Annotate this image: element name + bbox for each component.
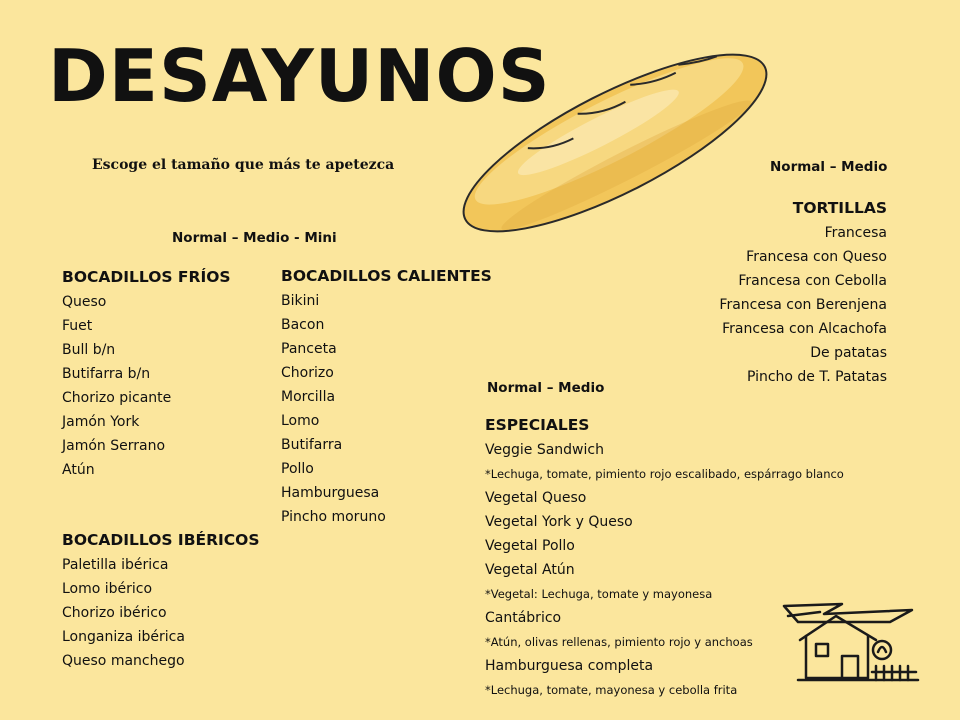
menu-item: Francesa con Cebolla [738,273,887,289]
menu-item: Longaniza ibérica [62,629,185,645]
menu-item-note: *Atún, olivas rellenas, pimiento rojo y anchoas [485,635,753,649]
menu-item: Hamburguesa completa [485,658,654,674]
section-bocadillos-calientes [281,263,492,529]
menu-item: Veggie Sandwich [485,442,604,458]
menu-item: Vegetal York y Queso [485,514,633,530]
menu-item-note: *Vegetal: Lechuga, tomate y mayonesa [485,587,713,601]
menu-item: De patatas [810,345,887,361]
menu-item: Pincho de T. Patatas [746,369,887,385]
menu-item: Atún [62,462,95,478]
menu-item: Hamburguesa [281,485,380,501]
size-options-label: Normal – Medio [487,380,605,396]
menu-item: Butifarra [281,437,343,453]
menu-item: Vegetal Pollo [485,538,575,554]
menu-item: Cantábrico [485,610,562,626]
menu-item: Bacon [281,317,325,333]
section-tortillas [719,195,887,389]
menu-item-note: *Lechuga, tomate, mayonesa y cebolla frita [485,683,738,697]
section-heading: ESPECIALES [485,416,590,434]
menu-item: Francesa con Queso [746,249,887,265]
menu-item: Francesa con Alcachofa [722,321,887,337]
menu-item: Queso manchego [62,653,185,669]
section-bocadillos-ibericos [62,527,260,673]
menu-item: Panceta [281,341,337,357]
section-heading: BOCADILLOS CALIENTES [281,267,492,285]
house-logo-icon [780,600,920,684]
menu-item: Pincho moruno [281,509,386,525]
menu-item: Lomo [281,413,320,429]
menu-item: Butifarra b/n [62,366,151,382]
section-heading: TORTILLAS [792,199,887,217]
section-bocadillos-frios [62,264,231,482]
section-heading: BOCADILLOS IBÉRICOS [62,531,260,549]
menu-item: Fuet [62,318,93,334]
page-title: DESAYUNOS [48,34,551,118]
menu-item: Chorizo [281,365,334,381]
menu-item: Jamón Serrano [62,438,166,454]
size-options-label: Normal – Medio [770,159,888,175]
menu-item: Francesa [824,225,887,241]
page-subtitle: Escoge el tamaño que más te apetezca [92,157,395,173]
menu-item: Vegetal Queso [485,490,587,506]
menu-item: Chorizo ibérico [62,605,167,621]
menu-item: Vegetal Atún [485,562,575,578]
menu-item: Bikini [281,293,320,309]
menu-item: Paletilla ibérica [62,557,169,573]
menu-item: Lomo ibérico [62,581,153,597]
section-heading: BOCADILLOS FRÍOS [62,268,231,286]
menu-item: Chorizo picante [62,390,172,406]
menu-item: Morcilla [281,389,336,405]
menu-item-note: *Lechuga, tomate, pimiento rojo escalibado, espárrago blanco [485,467,844,481]
menu-item: Francesa con Berenjena [719,297,887,313]
menu-item: Queso [62,294,107,310]
menu-item: Pollo [281,461,314,477]
size-options-label: Normal – Medio - Mini [172,230,337,246]
menu-item: Bull b/n [62,342,116,358]
menu-item: Jamón York [62,414,140,430]
